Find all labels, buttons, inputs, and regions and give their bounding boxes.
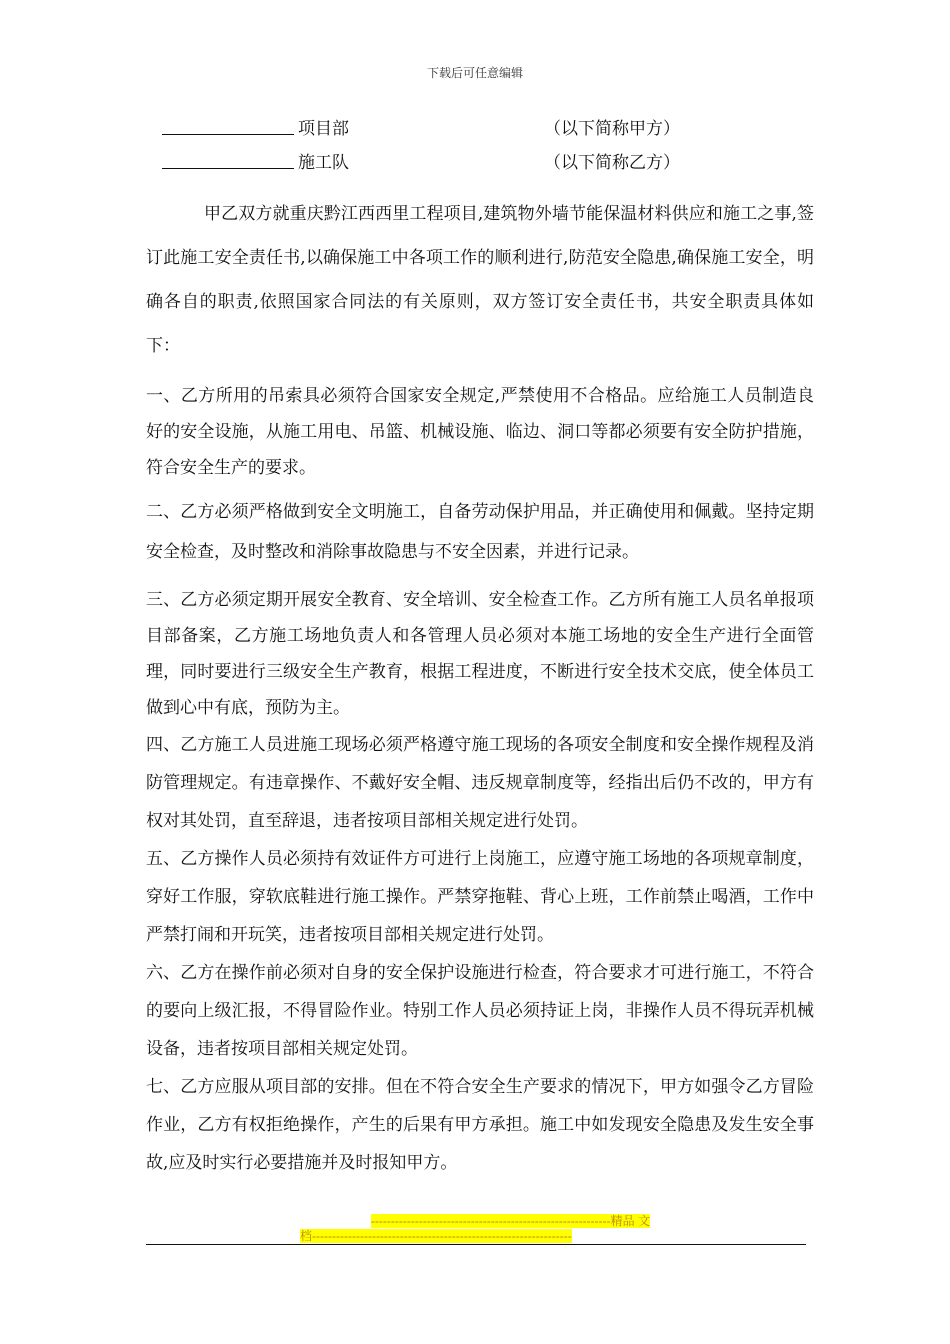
footer-watermark: [300, 1214, 650, 1244]
party-b-name: 施工队: [298, 153, 349, 173]
footer-line-2: 档-----------------------------------------------------------------: [300, 1229, 572, 1243]
clause-3: 三、乙方必须定期开展安全教育、安全培训、安全检查工作。乙方所有施工人员名单报项目部备案，乙方施工场地负责人和各管理人员必须对本施工场地的安全生产进行全面管理，同时要进行三级安全生产教育，根据工程进度，不断进行安全技术交底，使全体员工做到心中有底，预防为主。: [146, 590, 814, 718]
clause-1: 一、乙方所用的吊索具必须符合国家安全规定,严禁使用不合格品。应给施工人员制造良好的安全设施，从施工用电、吊篮、机械设施、临边、洞口等都必须要有安全防护措施，符合安全生产的要求。: [146, 386, 814, 478]
party-a-name: 项目部: [298, 119, 349, 139]
party-b-line: [146, 146, 814, 180]
clause-6: 六、乙方在操作前必须对自身的安全保护设施进行检查，符合要求才可进行施工，不符合的要向上级汇报，不得冒险作业。特别工作人员必须持证上岗，非操作人员不得玩弄机械设备，违者按项目部相关规定处罚。: [146, 963, 814, 1059]
intro-paragraph: 甲乙双方就重庆黔江西西里工程项目,建筑物外墙节能保温材料供应和施工之事,签订此施工安全责任书,以确保施工中各项工作的顺利进行,防范安全隐患,确保施工安全，明确各自的职责,依照国家合同法的有关原则，双方签订安全责任书，共安全职责具体如下：: [146, 204, 814, 356]
footer-rule: [146, 1244, 806, 1245]
footer-line-1: ------------------------------------------------------------精品 文: [370, 1214, 650, 1228]
clause-4: 四、乙方施工人员进施工现场必须严格遵守施工现场的各项安全制度和安全操作规程及消防管理规定。有违章操作、不戴好安全帽、违反规章制度等，经指出后仍不改的，甲方有权对其处罚，直至辞退，违者按项目部相关规定进行处罚。: [146, 735, 814, 831]
party-a-line: [146, 112, 814, 146]
party-a-note: （以下简称甲方）: [544, 119, 680, 139]
clause-2: 二、乙方必须严格做到安全文明施工，自备劳动保护用品，并正确使用和佩戴。坚持定期安全检查，及时整改和消除事故隐患与不安全因素，并进行记录。: [146, 502, 814, 562]
clause-5: 五、乙方操作人员必须持有效证件方可进行上岗施工，应遵守施工场地的各项规章制度，穿好工作服，穿软底鞋进行施工操作。严禁穿拖鞋、背心上班，工作前禁止喝酒，工作中严禁打闹和开玩笑，违者按项目部相关规定进行处罚。: [146, 849, 814, 945]
clause-7: 七、乙方应服从项目部的安排。但在不符合安全生产要求的情况下，甲方如强令乙方冒险作业，乙方有权拒绝操作，产生的后果有甲方承担。施工中如发现安全隐患及发生安全事故,应及时实行必要措施并及时报知甲方。: [146, 1077, 814, 1173]
party-b-note: （以下简称乙方）: [544, 153, 680, 173]
blank-underline: [162, 168, 294, 169]
header-note: 下载后可任意编辑: [426, 66, 523, 80]
blank-underline: [162, 134, 294, 135]
contract-body: [146, 112, 814, 1182]
